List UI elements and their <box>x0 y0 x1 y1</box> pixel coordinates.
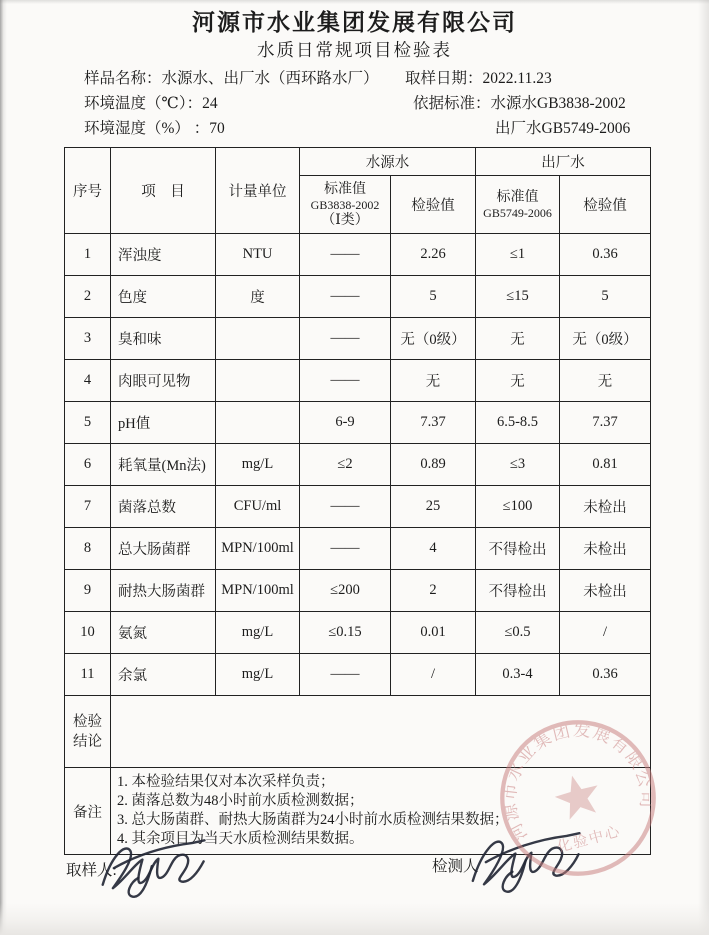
env-humidity-value: 70 <box>209 120 225 137</box>
cell-item: 耗氧量(Mn法) <box>111 444 216 486</box>
cell-src_std: ≤0.15 <box>300 612 391 654</box>
source-standard-line2: GB3838-2002 <box>310 197 380 212</box>
cell-item: 总大肠菌群 <box>111 528 216 570</box>
cell-unit: 度 <box>216 276 300 318</box>
cell-item: 氨氮 <box>111 612 216 654</box>
cell-out_val: 无（0级） <box>560 318 651 360</box>
cell-unit <box>216 402 300 444</box>
sampler-label: 取样人: <box>66 862 117 879</box>
cell-src_val: 无（0级） <box>391 318 476 360</box>
cell-out_std: ≤1 <box>476 234 560 276</box>
seal-center-text: 化验中心 <box>555 823 623 857</box>
col-header-no: 序号 <box>65 148 111 234</box>
scan-edge-top <box>0 0 709 4</box>
cell-out_val: 0.36 <box>560 234 651 276</box>
table-row <box>65 654 651 696</box>
cell-src_std: —— <box>300 276 391 318</box>
sampler-signature <box>90 833 218 907</box>
cell-unit: NTU <box>216 234 300 276</box>
group-header-outlet-water: 出厂水 <box>476 148 651 176</box>
cell-no: 2 <box>65 276 111 318</box>
table-row <box>65 360 651 402</box>
cell-src_std: —— <box>300 318 391 360</box>
tester-signature <box>460 825 594 904</box>
cell-no: 5 <box>65 402 111 444</box>
cell-no: 3 <box>65 318 111 360</box>
conclusion-label-cell <box>65 696 111 768</box>
col-header-unit: 计量单位 <box>216 148 300 234</box>
cell-unit: CFU/ml <box>216 486 300 528</box>
cell-src_val: 0.01 <box>391 612 476 654</box>
cell-src_std: —— <box>300 486 391 528</box>
seal-company-text: 河源市水业集团发展有限公司 <box>499 720 657 845</box>
cell-src_val: 2.26 <box>391 234 476 276</box>
cell-out_std: 6.5-8.5 <box>476 402 560 444</box>
outlet-standard-line1: 标准值 <box>496 190 539 205</box>
conclusion-label-line2: 结论 <box>73 733 102 750</box>
cell-out_val: 5 <box>560 276 651 318</box>
table-row <box>65 318 651 360</box>
info-line-humidity <box>84 116 709 141</box>
cell-out_std: ≤100 <box>476 486 560 528</box>
sample-name-label: 样品名称： <box>84 70 162 87</box>
cell-out_std: ≤0.5 <box>476 612 560 654</box>
group-header-source-water: 水源水 <box>300 148 476 176</box>
cell-item: 余氯 <box>111 654 216 696</box>
basis-outlet-value: 出厂水GB5749-2006 <box>495 120 631 137</box>
cell-src_std: —— <box>300 360 391 402</box>
cell-no: 7 <box>65 486 111 528</box>
sample-date-value: 2022.11.23 <box>482 70 552 87</box>
sample-date-label: 取样日期： <box>405 70 483 87</box>
env-temp-label: 环境温度（℃）： <box>84 95 203 112</box>
cell-src_std: —— <box>300 234 391 276</box>
table-row <box>65 234 651 276</box>
cell-item: 臭和味 <box>111 318 216 360</box>
cell-no: 11 <box>65 654 111 696</box>
table-row <box>65 402 651 444</box>
remark-line: 2. 菌落总数为48小时前水质检测数据； <box>117 793 364 809</box>
cell-src_val: 无 <box>391 360 476 402</box>
cell-out_std: 不得检出 <box>476 528 560 570</box>
cell-out_std: 无 <box>476 318 560 360</box>
cell-unit: mg/L <box>216 654 300 696</box>
conclusion-value-cell <box>111 696 651 768</box>
cell-out_std: 不得检出 <box>476 570 560 612</box>
remarks-label-cell: 备注 <box>65 768 111 855</box>
cell-src_std: —— <box>300 528 391 570</box>
cell-out_std: 无 <box>476 360 560 402</box>
cell-out_val: 未检出 <box>560 528 651 570</box>
cell-item: pH值 <box>111 402 216 444</box>
scan-edge-right <box>698 0 709 935</box>
cell-no: 9 <box>65 570 111 612</box>
table-row <box>65 612 651 654</box>
table-header <box>65 148 651 234</box>
table-body <box>65 234 651 696</box>
cell-no: 8 <box>65 528 111 570</box>
cell-out_std: ≤15 <box>476 276 560 318</box>
cell-out_std: ≤3 <box>476 444 560 486</box>
source-standard-line1: 标准值 <box>324 181 366 197</box>
cell-unit: MPN/100ml <box>216 570 300 612</box>
cell-unit: mg/L <box>216 612 300 654</box>
cell-unit <box>216 360 300 402</box>
col-header-source-standard <box>300 176 391 234</box>
cell-src_std: ≤200 <box>300 570 391 612</box>
cell-out_val: 7.37 <box>560 402 651 444</box>
inspection-table <box>64 147 651 855</box>
cell-no: 6 <box>65 444 111 486</box>
table-row <box>65 528 651 570</box>
cell-out_val: 未检出 <box>560 486 651 528</box>
cell-src_val: 4 <box>391 528 476 570</box>
col-header-outlet-value: 检验值 <box>560 176 651 234</box>
cell-src_std: —— <box>300 654 391 696</box>
cell-out_val: 0.81 <box>560 444 651 486</box>
cell-src_val: 0.89 <box>391 444 476 486</box>
cell-out_std: 0.3-4 <box>476 654 560 696</box>
cell-src_val: 7.37 <box>391 402 476 444</box>
cell-item: 色度 <box>111 276 216 318</box>
cell-item: 耐热大肠菌群 <box>111 570 216 612</box>
cell-src_val: 2 <box>391 570 476 612</box>
cell-no: 10 <box>65 612 111 654</box>
cell-out_val: 0.36 <box>560 654 651 696</box>
table-row <box>65 276 651 318</box>
basis-label: 依据标准： <box>413 95 491 112</box>
cell-unit: mg/L <box>216 444 300 486</box>
conclusion-label-line1: 检验 <box>73 713 102 730</box>
remark-line: 1. 本检验结果仅对本次采样负责； <box>117 774 335 790</box>
col-header-outlet-standard <box>476 176 560 234</box>
cell-no: 4 <box>65 360 111 402</box>
cell-src_val: 25 <box>391 486 476 528</box>
cell-src_std: 6-9 <box>300 402 391 444</box>
cell-item: 肉眼可见物 <box>111 360 216 402</box>
cell-src_val: 5 <box>391 276 476 318</box>
remark-line: 3. 总大肠菌群、耐热大肠菌群为24小时前水质检测结果数据； <box>117 812 509 828</box>
scan-edge-left <box>0 0 7 935</box>
cell-item: 浑浊度 <box>111 234 216 276</box>
cell-out_val: 未检出 <box>560 570 651 612</box>
col-header-source-value: 检验值 <box>391 176 476 234</box>
table-row <box>65 444 651 486</box>
sample-name-value: 水源水、出厂水（西环路水厂） <box>161 70 379 87</box>
cell-out_val: 无 <box>560 360 651 402</box>
cell-unit: MPN/100ml <box>216 528 300 570</box>
info-line-sample <box>84 66 709 91</box>
cell-src_val: / <box>391 654 476 696</box>
info-line-temperature <box>84 91 709 116</box>
tester-label: 检测人 <box>432 858 479 875</box>
basis-source-value: 水源水GB3838-2002 <box>490 95 626 112</box>
env-temp-value: 24 <box>202 95 218 112</box>
cell-out_val: / <box>560 612 651 654</box>
cell-item: 菌落总数 <box>111 486 216 528</box>
cell-no: 1 <box>65 234 111 276</box>
cell-unit <box>216 318 300 360</box>
outlet-standard-line2: GB5749-2006 <box>483 206 552 220</box>
header-info-block <box>84 66 709 141</box>
form-title: 水质日常规项目检验表 <box>257 40 452 60</box>
conclusion-row <box>65 696 651 768</box>
col-header-item: 项 目 <box>111 148 216 234</box>
table-row <box>65 570 651 612</box>
remark-line: 4. 其余项目为当天水质检测结果数据。 <box>117 831 364 847</box>
env-humidity-label: 环境湿度（%） ： <box>84 120 210 137</box>
scan-edge-bottom <box>0 903 709 935</box>
table-row <box>65 486 651 528</box>
source-standard-line3: （Ⅰ类） <box>321 212 369 228</box>
company-title: 河源市水业集团发展有限公司 <box>192 10 517 35</box>
cell-src_std: ≤2 <box>300 444 391 486</box>
